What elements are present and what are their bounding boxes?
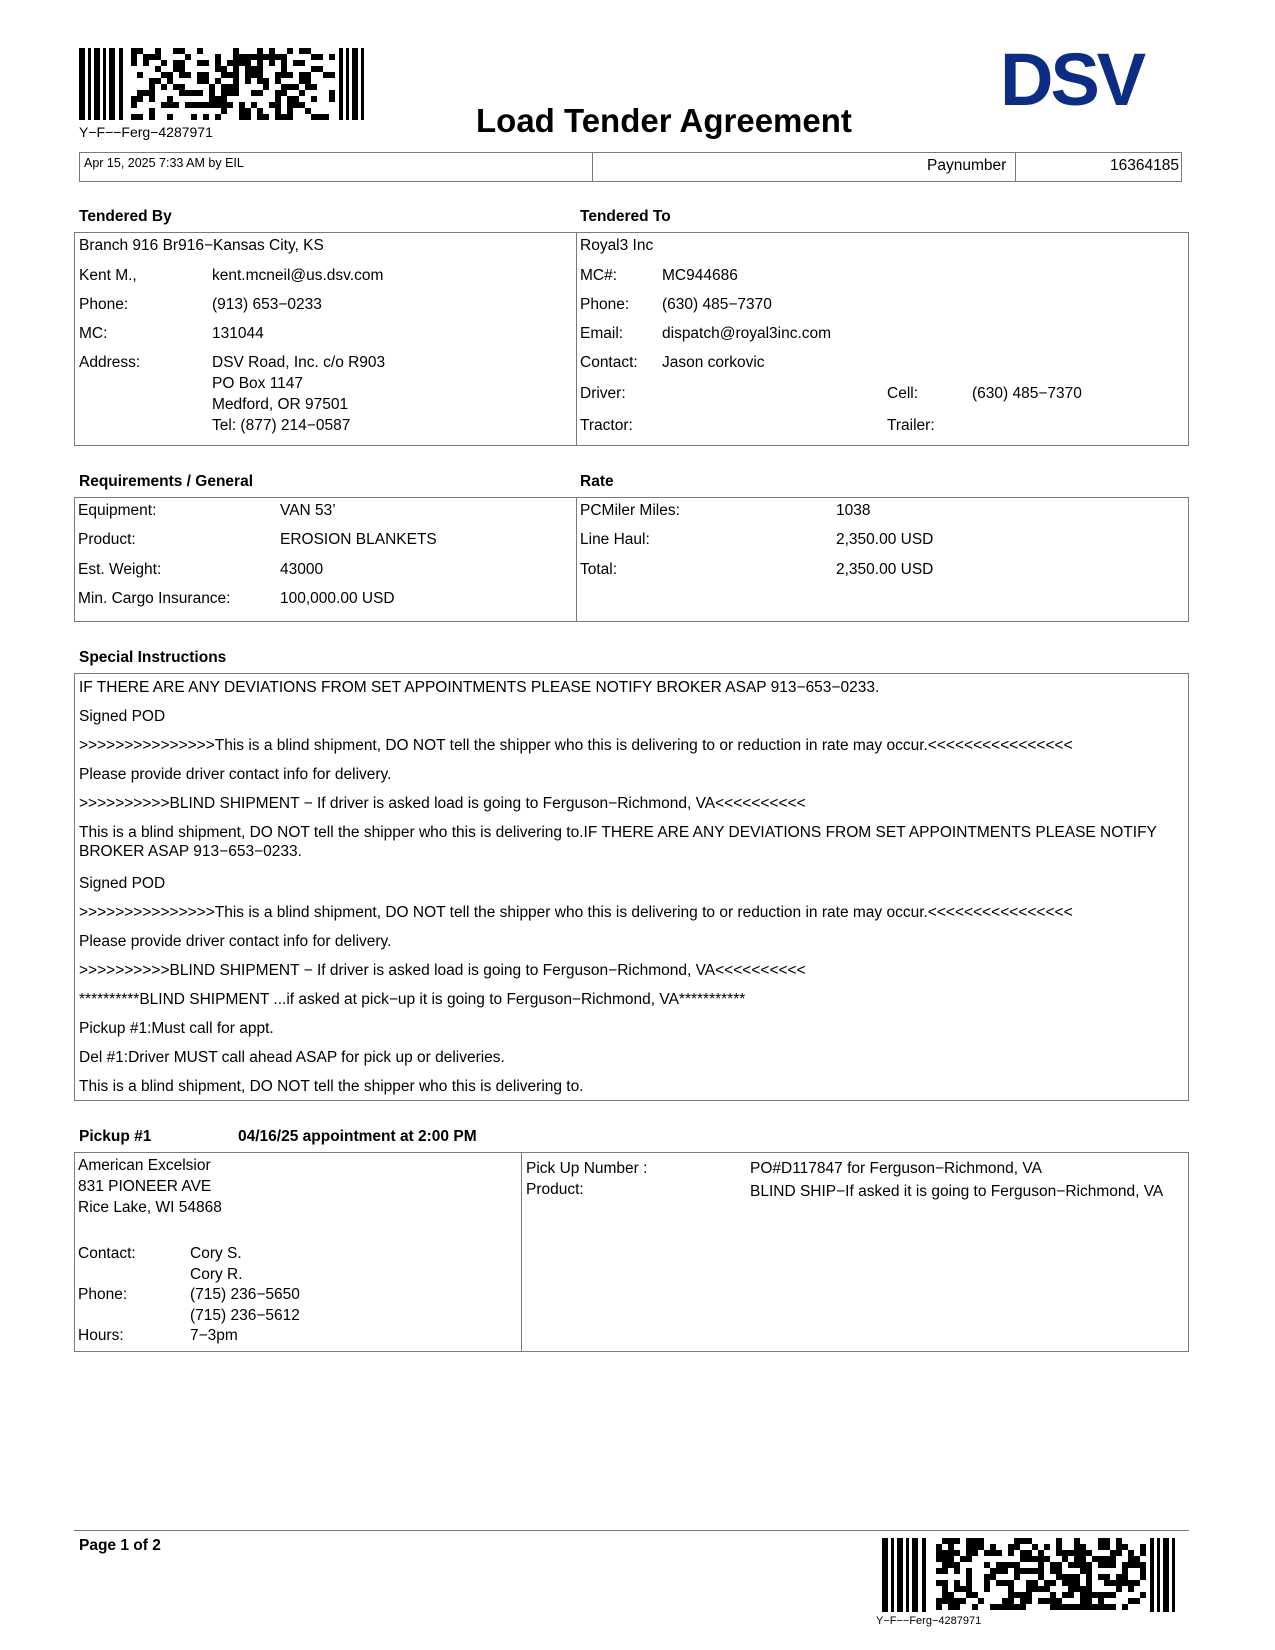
tendered-by-branch: Branch 916 Br916−Kansas City, KS — [79, 237, 324, 254]
equipment-label: Equipment: — [78, 502, 157, 519]
tendered-by-phone: (913) 653−0233 — [212, 296, 322, 313]
pickup-hours-label: Hours: — [78, 1327, 124, 1344]
barcode-top — [79, 48, 367, 120]
carrier-email-label: Email: — [580, 325, 624, 342]
instruction-line: Please provide driver contact info for delivery. — [79, 933, 392, 950]
footer-divider — [74, 1530, 1189, 1531]
pickup-contact-1: Cory S. — [190, 1245, 242, 1262]
instruction-line: Please provide driver contact info for delivery. — [79, 766, 392, 783]
carrier-contact: Jason corkovic — [662, 354, 765, 371]
instruction-line: Signed POD — [79, 875, 166, 892]
tendered-by-address-1: DSV Road, Inc. c/o R903 — [212, 354, 386, 371]
tendered-by-address-label: Address: — [79, 354, 141, 371]
special-instructions-heading: Special Instructions — [79, 649, 227, 666]
miles-value: 1038 — [836, 502, 871, 519]
tendered-by-address-2: PO Box 1147 — [212, 375, 304, 392]
pickup-contact-2: Cory R. — [190, 1266, 243, 1283]
dsv-logo-graphic — [1000, 48, 1180, 110]
rate-heading: Rate — [580, 473, 614, 490]
tendered-by-phone-label: Phone: — [79, 296, 129, 313]
dsv-logo — [1000, 48, 1180, 115]
instruction-line: >>>>>>>>>>>>>>>This is a blind shipment, DO NOT tell the shipper who this is delivering to or reduction in rate may occur.<<<<<<<<<<<<<<<< — [79, 904, 1073, 921]
pickup-product: BLIND SHIP−If asked it is going to Ferguson−Richmond, VA — [750, 1183, 1164, 1200]
linehaul-label: Line Haul: — [580, 531, 650, 548]
instruction-line: This is a blind shipment, DO NOT tell the shipper who this is delivering to. — [79, 1078, 584, 1095]
equipment-value: VAN 53’ — [280, 502, 336, 519]
cell-value: (630) 485−7370 — [972, 385, 1082, 402]
pickup-hours: 7−3pm — [190, 1327, 238, 1344]
page-number: Page 1 of 2 — [79, 1537, 161, 1554]
carrier-name: Royal3 Inc — [580, 237, 654, 254]
instruction-line: This is a blind shipment, DO NOT tell the shipper who this is delivering to.IF THERE ARE ANY DEVIATIONS FROM SET APPOINTMENTS PLEASE NOTIFY BROKER ASAP 913−653−0233. — [79, 824, 1157, 860]
paynumber-value: 16364185 — [1110, 157, 1179, 174]
carrier-email[interactable]: dispatch@royal3inc.com — [662, 325, 832, 342]
carrier-contact-label: Contact: — [580, 354, 638, 371]
pickup-city: Rice Lake, WI 54868 — [78, 1199, 222, 1216]
tendered-by-mc-label: MC: — [79, 325, 108, 342]
instruction-line: Signed POD — [79, 708, 166, 725]
pickup-heading: Pickup #1 — [79, 1128, 152, 1145]
tendered-by-address-4: Tel: (877) 214−0587 — [212, 417, 351, 434]
cell-label: Cell: — [887, 385, 919, 402]
barcode-top-graphic — [79, 48, 367, 120]
instruction-line: Pickup #1:Must call for appt. — [79, 1020, 274, 1037]
tendered-by-address-3: Medford, OR 97501 — [212, 396, 349, 413]
insurance-value: 100,000.00 USD — [280, 590, 395, 607]
tendered-by-email[interactable]: kent.mcneil@us.dsv.com — [212, 267, 384, 284]
instruction-line: IF THERE ARE ANY DEVIATIONS FROM SET APPOINTMENTS PLEASE NOTIFY BROKER ASAP 913−653−0233. — [79, 679, 880, 696]
barcode-bottom — [882, 1538, 1182, 1612]
tractor-label: Tractor: — [580, 417, 633, 434]
barcode-top-text: Y−F−−Ferg−4287971 — [79, 124, 213, 140]
tendered-by-mc: 131044 — [212, 325, 264, 342]
total-label: Total: — [580, 561, 618, 578]
tendered-to-heading: Tendered To — [580, 208, 671, 225]
pickup-phone-label: Phone: — [78, 1286, 128, 1303]
linehaul-value: 2,350.00 USD — [836, 531, 934, 548]
svg-text:DSV: DSV — [1000, 48, 1144, 110]
pickup-product-label: Product: — [526, 1181, 584, 1198]
created-timestamp: Apr 15, 2025 7:33 AM by EIL — [84, 156, 244, 170]
pickup-contact-label: Contact: — [78, 1245, 136, 1262]
pickup-number-label: Pick Up Number : — [526, 1160, 648, 1177]
weight-label: Est. Weight: — [78, 561, 162, 578]
pickup-number: PO#D117847 for Ferguson−Richmond, VA — [750, 1160, 1042, 1177]
pickup-appointment: 04/16/25 appointment at 2:00 PM — [238, 1128, 477, 1145]
pickup-phone-1: (715) 236−5650 — [190, 1286, 300, 1303]
driver-label: Driver: — [580, 385, 626, 402]
instruction-line: **********BLIND SHIPMENT ...if asked at pick−up it is going to Ferguson−Richmond, VA*********** — [79, 991, 746, 1008]
product-label: Product: — [78, 531, 136, 548]
tendered-by-heading: Tendered By — [79, 208, 172, 225]
trailer-label: Trailer: — [887, 417, 935, 434]
insurance-label: Min. Cargo Insurance: — [78, 590, 231, 607]
instruction-line: >>>>>>>>>>>>>>>This is a blind shipment, DO NOT tell the shipper who this is delivering to or reduction in rate may occur.<<<<<<<<<<<<<<<< — [79, 737, 1073, 754]
paynumber-label: Paynumber — [927, 157, 1007, 174]
carrier-mc-label: MC#: — [580, 267, 618, 284]
pickup-phone-2: (715) 236−5612 — [190, 1307, 300, 1324]
product-value: EROSION BLANKETS — [280, 531, 437, 548]
pickup-name: American Excelsior — [78, 1157, 211, 1174]
tendered-by-contact-label: Kent M., — [79, 267, 137, 284]
instruction-line: >>>>>>>>>>BLIND SHIPMENT − If driver is asked load is going to Ferguson−Richmond, VA<<<<<<<<<< — [79, 962, 806, 979]
total-value: 2,350.00 USD — [836, 561, 934, 578]
instruction-line: Del #1:Driver MUST call ahead ASAP for pick up or deliveries. — [79, 1049, 505, 1066]
requirements-heading: Requirements / General — [79, 473, 254, 490]
barcode-bottom-graphic — [882, 1538, 1182, 1612]
header-info-row — [79, 152, 1182, 182]
page-title: Load Tender Agreement — [476, 102, 852, 139]
instruction-line: >>>>>>>>>>BLIND SHIPMENT − If driver is asked load is going to Ferguson−Richmond, VA<<<<<<<<<< — [79, 795, 806, 812]
miles-label: PCMiler Miles: — [580, 502, 680, 519]
carrier-phone: (630) 485−7370 — [662, 296, 772, 313]
weight-value: 43000 — [280, 561, 324, 578]
carrier-phone-label: Phone: — [580, 296, 630, 313]
pickup-street: 831 PIONEER AVE — [78, 1178, 212, 1195]
carrier-mc: MC944686 — [662, 267, 738, 284]
barcode-bottom-text: Y−F−−Ferg−4287971 — [876, 1615, 982, 1627]
